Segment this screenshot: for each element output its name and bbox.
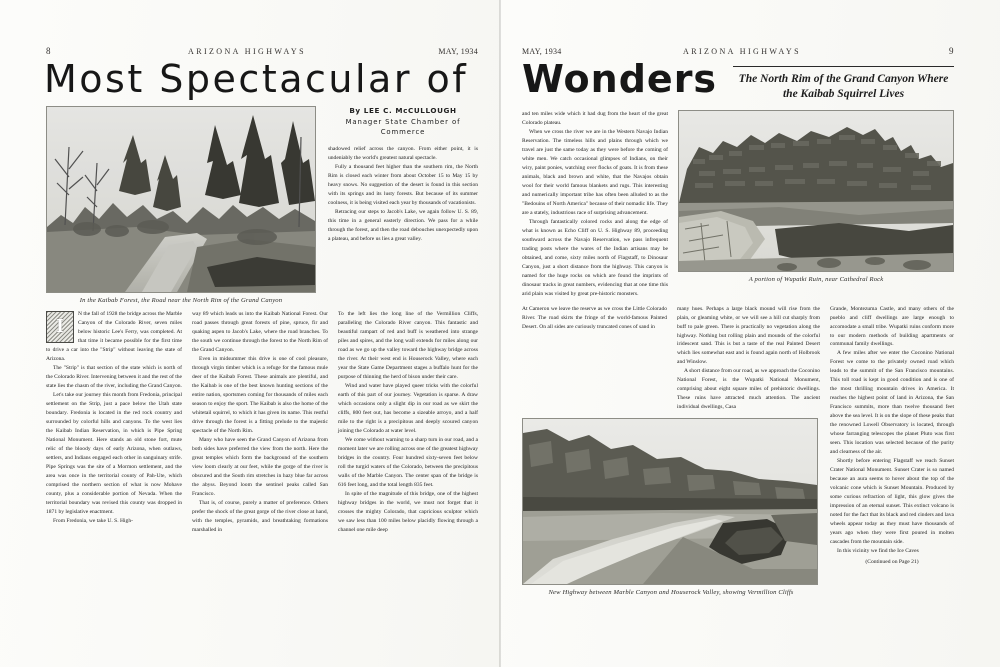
right-col1-text xyxy=(522,110,668,299)
left-page-title: Most Spectacular of xyxy=(44,57,469,101)
paragraph: We come without warning to a sharp turn in our road, and a moment later we are rolling across one of the greatest highway bridges in the country. Four hundred sixty-seven feet below roll the turgid waters of the Colorado, between the precipitous walls of the Marble Canyon. The center span of the bridge is 616 feet long, and the total length 835 feet. xyxy=(338,436,478,488)
paragraph: That is, of course, purely a matter of preference. Others prefer the shock of the great gorge of the river close at hand, with the temples, pyramids, and breathtaking formations marshalled in xyxy=(192,499,328,533)
right-photo-caption-bottom: New Highway between Marble Canyon and Houserock Valley, showing Vermillion Cliffs xyxy=(548,589,794,597)
left-col3-upper xyxy=(328,145,478,244)
paragraph: In spite of the magnitude of this bridge, one of the highest highway bridges in the world, we must not forget that it crosses the mighty Colorado, that capricious sculptor which we saw less than 100 miles below placidly flowing through a channel one mile deep xyxy=(338,490,478,533)
photo-kaibab-forest-road xyxy=(46,106,316,293)
article-deck: The North Rim of the Grand Canyon Where the Kaibab Squirrel Lives xyxy=(733,66,954,102)
paragraph: A short distance from our road, as we approach the Coconino National Forest, is the Wupatki National Monument, comprising about eight square miles of prehistoric dwellings. These ruins have attracted much attention. The ancient individual dwellings, Casa xyxy=(677,368,821,411)
drop-cap-paragraph xyxy=(46,310,182,364)
paragraph: When we cross the river we are in the Western Navajo Indian Reservation. The timeless hills and plains through which we travel are just the same today as they were before the coming of white men. We catch occasional glimpses of Indians, on their wiry, paint ponies, watching over flocks of goats. It is from these animals, black and brown and white, that the Navajos obtain wool for their world famous blankets and rugs. This interesting and numerically important tribe has often been alluded to as the "Bedouins of North America" because of their nomadic life. They are a stately, industrious race of surprising advancement. xyxy=(522,128,668,216)
paragraph: A few miles after we enter the Coconino National Forest we come to the privately owned road which leads to the summit of the San Francisco mountains. This toll road is kept in good condition and is one of the most thrilling mountain drives in America. It reaches the highest point of land in Arizona, the San Francisco summits, more than twelve thousand feet above the sea level. It is on the slope of these peaks that the renowned Lowell Observatory is located, through whose farranging telescopes the planet Pluto was first seen. This location was selected because of the purity and clearness of the air. xyxy=(830,350,954,456)
paragraph: Many who have seen the Grand Canyon of Arizona from both sides have preferred the view from the north. Here the great temples which form the background of the southern view loom clearly at our feet, while the gorge of the river is obscured and the South rim stretches in hazy blue far across the abyss. Beyond loom the sentinel peaks called San Francisco. xyxy=(192,436,328,497)
right-issue-date: MAY, 1934 xyxy=(522,47,562,56)
marble-canyon-highway-photo-art xyxy=(523,419,817,584)
paragraph: way 89 which leads us into the Kaibab National Forest. Our road passes through great forests of pine, spruce, fir and quaking aspen to Jacob's Lake, where the road branches. To the south we continue through the forest to the North Rim of the Grand Canyon. xyxy=(192,310,328,353)
right-column-2 xyxy=(677,305,820,413)
right-column-1-upper xyxy=(522,110,678,299)
paragraph: In this vicinity we find the Ice Caves xyxy=(837,548,919,555)
paragraph: Retracing our steps to Jacob's Lake, we again follow U. S. 89, this time in a general easterly direction. We pass for a while through the forest, and then the road debouches unexpectedly upon a plateau, and before us lies a great valley. xyxy=(328,209,478,243)
right-columns-1-2-lower xyxy=(522,305,820,597)
paragraph: shadowed relief across the canyon. From either point, it is undeniably the world's greatest natural spectacle. xyxy=(328,146,478,162)
right-folio: 9 xyxy=(949,46,954,56)
left-column-3 xyxy=(338,310,478,535)
byline xyxy=(328,106,478,138)
left-title-row xyxy=(44,57,478,101)
byline-author: By LEE C. McCULLOUGH xyxy=(349,105,457,115)
right-top-band xyxy=(522,110,954,299)
paragraph: Even in midsummer this drive is one of cool pleasure, through virgin timber which is a refuge for the famous mule deer of the Kaibab Forest. These animals are plentiful, and the Kaibab is one of the best known hunting sections of the entire nation, sportsmen coming for thousands of miles each season to enjoy the sport. The Kaibab is also the home of the whitetail squirrel, to which it has given its name. This restful drive through the forest is a fitting prelude to the majestic spectacle of the North Rim. xyxy=(192,355,328,434)
continued-note: (Continued on Page 21) xyxy=(865,559,919,566)
left-column-2 xyxy=(192,310,338,535)
page-gutter xyxy=(499,0,501,667)
paragraph: At Cameron we leave the reserve as we cross the Little Colorado River. The road skirts the fringe of the world-famous Painted Desert. On all sides are curiously truncated cones of sand in xyxy=(522,305,667,330)
photo-wupatki-ruin xyxy=(678,110,954,272)
left-text-columns xyxy=(46,310,478,535)
right-photo-caption-top: A portion of Wupatki Ruin, near Cathedral Rock xyxy=(748,275,884,283)
right-lower-col-pair xyxy=(522,305,820,413)
left-magazine-name: ARIZONA HIGHWAYS xyxy=(188,47,306,56)
paragraph: and ten miles wide which it had dug from the heart of the great Colorado plateau. xyxy=(522,110,668,126)
paragraph: To the left lies the long line of the Vermillion Cliffs, paralleling the Colorado River canyon. This fantastic and beautiful rampart of red and buff is weathered into strange piles and spires, and the long wall extends for miles along our road as we go up the valley toward the highway bridge across the river. At their west end is Houserock Valley, where each year the State Game Department stages a buffalo hunt for the purpose of thinning the herd of bison under their care. xyxy=(338,310,478,380)
right-page xyxy=(500,0,1000,667)
right-magazine-name: ARIZONA HIGHWAYS xyxy=(683,47,801,56)
paragraph: N the fall of 1928 the bridge across the Marble Canyon of the Colorado River, seven miles below historic Lee's Ferry, was completed. At that time it became possible for the first time to drive a car into the "Strip" without leaving the state of Arizona. xyxy=(46,310,182,362)
left-issue-date: MAY, 1934 xyxy=(438,47,478,56)
paragraph: Fully a thousand feet higher than the southern rim, the North Rim is closed each winter from about October 15 to May 15 by heavy snows. No suggestion of the desert is found in this section with its springs and its lusty forests. But because of its summer coolness, it is being visited each year by thousands of vacationists. xyxy=(328,164,478,207)
byline-affiliation: Manager State Chamber of Commerce xyxy=(345,117,461,137)
left-photo-block xyxy=(46,106,316,304)
kaibab-road-photo-art xyxy=(47,107,315,292)
left-column-1 xyxy=(46,310,192,535)
paragraph: Through fantastically colored rocks and along the edge of what is known as Echo Cliff on U. S. Highway 89, proceeding southward across the Navajo Reservation, we pass infrequent trading posts where the wares of the Indian artisans may be obtained, and come, sixty miles north of Flagstaff, to Dinosaur Canyon, just a short distance from the highway. This canyon is named for the huge rocks on which are found the imprints of dinosaur tracks in great numbers, evidencing that at one time this arid plain was visited by great pre-historic monsters. xyxy=(522,218,668,297)
right-page-title: Wonders xyxy=(522,57,718,101)
paragraph: Wind and water have played queer tricks with the colorful earth of this part of our journey. Vegetation is sparse. A draw which occasions only a slight dip in our road as we skirt the cliffs, 800 feet out, has become a sizeable arroyo, and a half mile to the right is a precipitous and deeply scoured canyon joining the Colorado at water level. xyxy=(338,382,478,434)
paragraph: The "Strip" is that section of the state which is north of the Colorado River. Intervening between it and the rest of the state lies the chasm of the river, including the Grand Canyon. xyxy=(46,364,183,389)
paragraph: Shortly before entering Flagstaff we reach Sunset Crater National Monument. Sunset Crater is so named because an aura seems to hover about the top of the volcanic cone which is Sunset Mountain. Produced by some curious refraction of light, this glow gives the impression of an eternal sunset. This extinct volcano is noted for the fact that its black and red cinders and lava wheels appear today as they must have thousands of years ago when they were first poured in molten cascades from the mountain side. xyxy=(830,458,954,546)
left-byline-block xyxy=(316,106,478,304)
right-column-1-lower xyxy=(522,305,677,413)
right-title-row xyxy=(522,57,954,102)
right-text-columns xyxy=(522,305,954,597)
right-photo-block-top xyxy=(678,110,954,299)
left-photo-caption: In the Kaibab Forest, the Road near the North Rim of the Grand Canyon xyxy=(79,296,283,304)
photo-marble-canyon-highway xyxy=(522,418,818,585)
paragraph: From Fredonia, we take U. S. High- xyxy=(53,517,133,524)
paragraph: Grande, Montezuma Castle, and many others of the pueblo and cliff dwellings are large enough to accomodate a small tribe. Wupatki ruins conform more to our modern methods of building apartments or communal family dwellings. xyxy=(830,305,954,348)
left-folio: 8 xyxy=(46,46,51,56)
right-column-3 xyxy=(820,305,954,597)
left-top-band xyxy=(46,106,478,304)
right-photo-block-bottom xyxy=(522,418,820,596)
ornamental-drop-cap-icon xyxy=(46,311,74,343)
wupatki-ruin-photo-art xyxy=(679,111,953,271)
paragraph: Let's take our journey this month from Fredonia, principal settlement on the Strip, just a pace below the Utah state boundary. Fredonia is located in the red rock country and surrounded by colorful hills and canyons. To the west lies the Kaibab Indian Reservation, in which is Pipe Spring National Monument. Here stands an old stone fort, mute relic of the bloody days of early Arizona, when outlaws, settlers, and Indians engaged each other in sanguinary strife. Pipe Springs was the site of a Mormon settlement, and the area was once in the territorial county of Pah-Ute, which comprised the northern section of what is now Mohave county, plus a considerable portion of Nevada. When the territorial boundary was revised this county was dropped in 1871 by legislative enactment. xyxy=(46,391,183,515)
paragraph: many hues. Perhaps a large black mound will rise from the plain, or gleaming white, or we will see a hill cut sharply from buff to pale green. There is practically no vegetation along the highway. Nothing but rolling plain and mounds of the colorful iridescent sand. This is but a taste of the real Painted Desert which lies somewhat east and is found again north of Holbrook and Winslow. xyxy=(677,305,820,366)
